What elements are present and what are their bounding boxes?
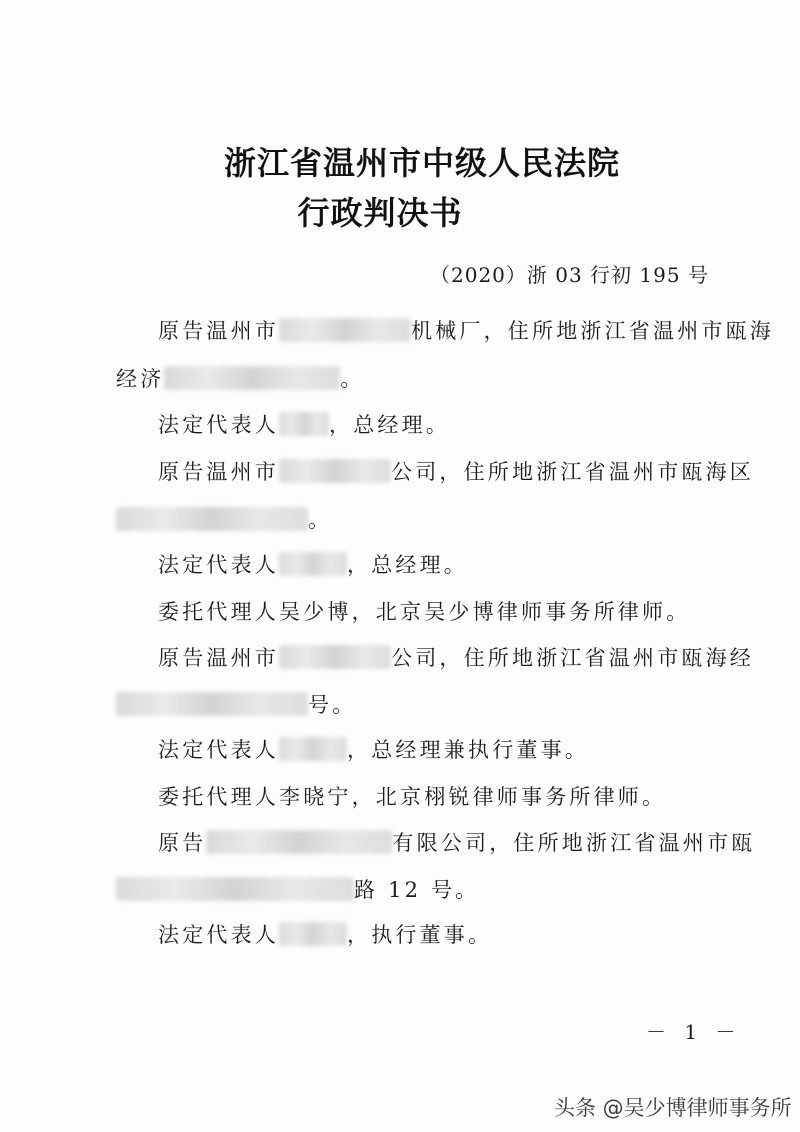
redacted-text	[116, 877, 354, 901]
case-number: （2020）浙 03 行初 195 号	[430, 263, 709, 287]
page-number: － 1 －	[646, 1020, 742, 1044]
paragraph-line: 法定代表人 ，总经理兼执行董事。	[158, 738, 589, 762]
redacted-text	[206, 830, 392, 854]
paragraph-line: 原告温州市 公司，住所地浙江省温州市瓯海区	[158, 460, 754, 484]
redacted-text	[164, 366, 340, 390]
court-name: 浙江省温州市中级人民法院	[223, 144, 620, 182]
redacted-text	[279, 459, 391, 483]
redacted-text	[279, 318, 411, 342]
paragraph-line: 原告温州市 机械厂，住所地浙江省温州市瓯海	[158, 319, 774, 343]
paragraph-line: 经济 。	[116, 367, 365, 391]
redacted-text	[116, 692, 308, 716]
redacted-text	[279, 552, 347, 576]
source-watermark: 头条 @吴少博律师事务所	[554, 1096, 792, 1120]
paragraph-line: 。	[116, 505, 332, 535]
paragraph-line: 号。	[116, 690, 356, 720]
redacted-text	[279, 645, 391, 669]
paragraph-line: 法定代表人 ，总经理。	[158, 413, 450, 437]
redacted-text	[279, 737, 347, 761]
paragraph-line: 法定代表人 ，总经理。	[158, 553, 468, 577]
paragraph-line: 路 12 号。	[116, 875, 479, 905]
paragraph-line: 委托代理人李晓宁，北京栩锐律师事务所律师。	[158, 785, 667, 809]
redacted-text	[279, 922, 347, 946]
paragraph-line: 委托代理人吴少博，北京吴少博律师事务所律师。	[158, 600, 691, 624]
redacted-text	[279, 412, 329, 436]
document-type: 行政判决书	[297, 194, 463, 232]
paragraph-line: 原告温州市 公司，住所地浙江省温州市瓯海经	[158, 646, 754, 670]
redacted-text	[116, 507, 308, 531]
paragraph-line: 原告 有限公司，住所地浙江省温州市瓯	[158, 831, 756, 855]
paragraph-line: 法定代表人 ，执行董事。	[158, 923, 493, 947]
